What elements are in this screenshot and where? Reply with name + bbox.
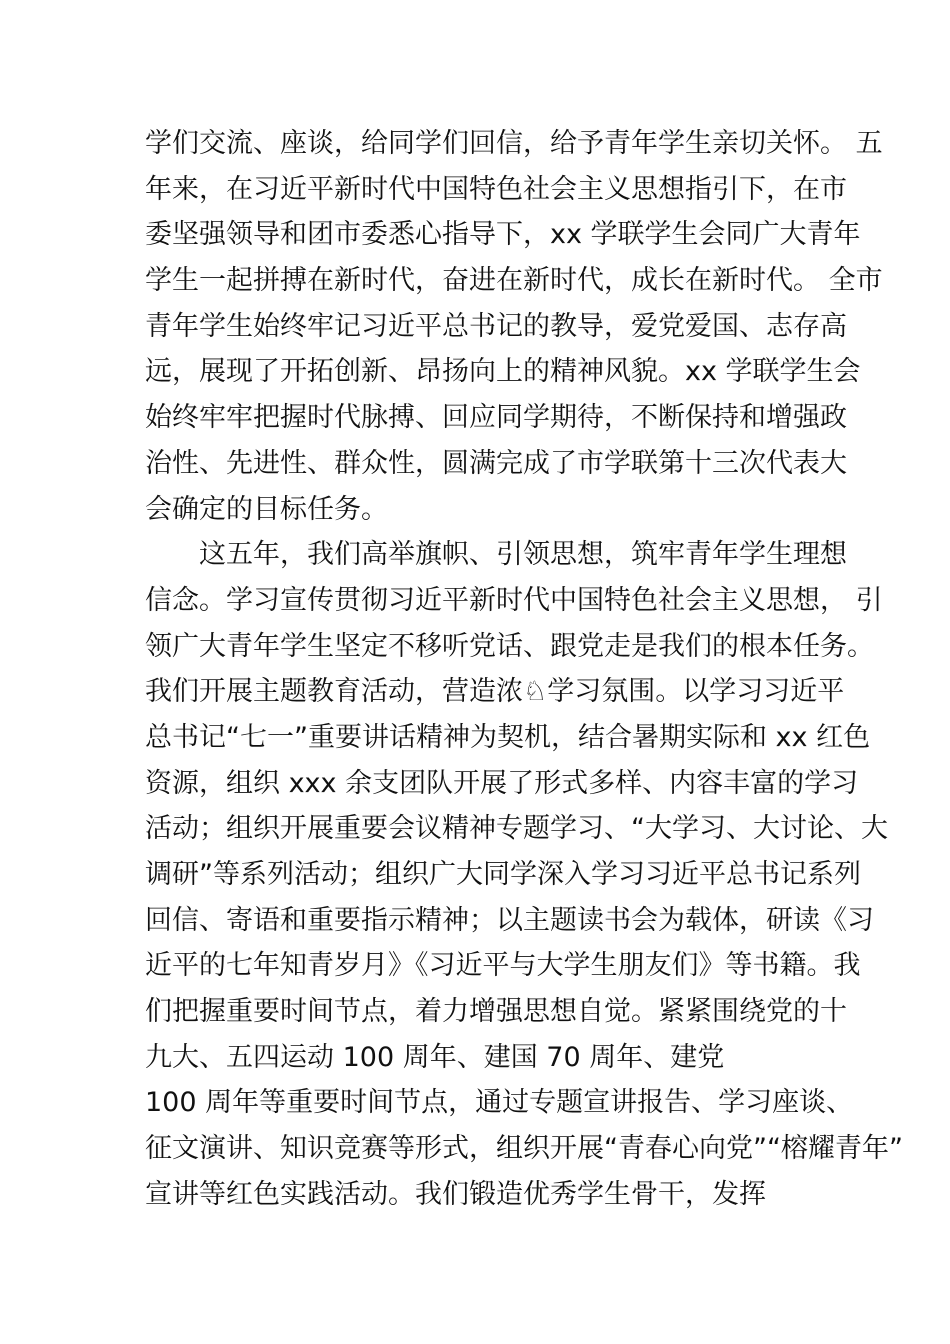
- text-line: 九大、五四运动 100 周年、建国 70 周年、建党: [145, 1041, 725, 1073]
- text-line: 征文演讲、知识竞赛等形式，组织开展“青春心向党”“榕耀青年”: [145, 1133, 903, 1165]
- text-line: 领广大青年学生坚定不移听党话、跟党走是我们的根本任务。: [145, 630, 874, 662]
- body-text: [145, 121, 903, 1218]
- text-line: 总书记“七一”重要讲话精神为契机，结合暑期实际和 xx 红色: [145, 721, 871, 753]
- text-line: 回信、寄语和重要指示精神；以主题读书会为载体，研读《习: [145, 904, 874, 936]
- text-line: 学们交流、座谈，给同学们回信，给予青年学生亲切关怀。 五: [145, 128, 883, 159]
- text-line: 活动；组织开展重要会议精神专题学习、“大学习、大讨论、大: [145, 813, 888, 845]
- text-line: 年来，在习近平新时代中国特色社会主义思想指引下，在市: [145, 173, 847, 205]
- text-line: 青年学生始终牢记习近平总书记的教导，爱党爱国、志存高: [145, 310, 847, 342]
- text-line: 100 周年等重要时间节点，通过专题宣讲报告、学习座谈、: [145, 1087, 854, 1119]
- text-line: 治性、先进性、群众性，圆满完成了市学联第十三次代表大: [145, 447, 847, 479]
- text-line: 宣讲等红色实践活动。我们锻造优秀学生骨干，发挥: [145, 1178, 766, 1210]
- text-line: 近平的七年知青岁月》《习近平与大学生朋友们》等书籍。我: [145, 950, 861, 982]
- text-line: 远，展现了开拓创新、昂扬向上的精神风貌。xx 学联学生会: [145, 356, 861, 388]
- text-line: 学生一起拼搏在新时代，奋进在新时代，成长在新时代。 全市: [145, 265, 883, 297]
- text-line: 们把握重要时间节点，着力增强思想自觉。紧紧围绕党的十: [145, 996, 847, 1028]
- text-line: 调研”等系列活动；组织广大同学深入学习习近平总书记系列: [145, 859, 861, 890]
- text-line: 始终牢牢把握时代脉搏、回应同学期待，不断保持和增强政: [145, 402, 847, 434]
- text-line: 信念。学习宣传贯彻习近平新时代中国特色社会主义思想， 引: [145, 584, 883, 616]
- text-line: 委坚强领导和团市委悉心指导下，xx 学联学生会同广大青年: [145, 219, 861, 251]
- paragraph-first-line: 这五年，我们高举旗帜、引领思想，筑牢青年学生理想: [199, 539, 847, 571]
- text-line: 资源，组织 xxx 余支团队开展了形式多样、内容丰富的学习: [145, 767, 859, 799]
- text-line: 我们开展主题教育活动，营造浓♘学习氛围。以学习习近平: [145, 676, 845, 708]
- text-line: 会确定的目标任务。: [145, 493, 388, 525]
